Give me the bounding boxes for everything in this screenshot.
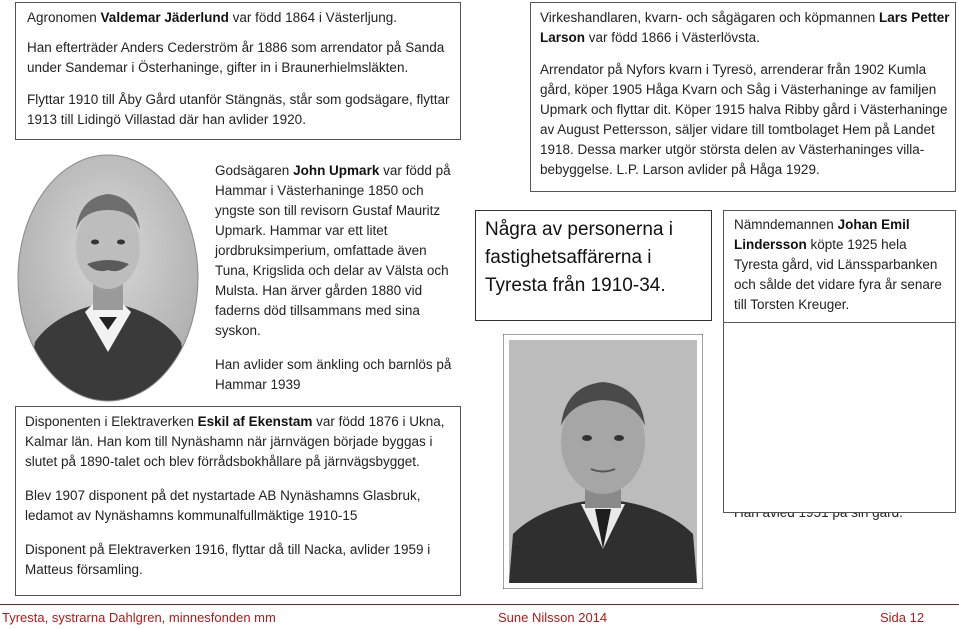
ekenstam-p1: Disponenten i Elektraverken Eskil af Ekenstam var född 1876 i Ukna, Kalmar län. Han kom till Nynäshamn när järnvägen började byggas i slutet på 1890-talet och blev förrådsbokhållare på järnvägsbygget.	[25, 414, 445, 469]
upmark-text	[215, 161, 455, 395]
footer-center: Sune Nilsson 2014	[498, 610, 608, 625]
footer-left: Tyresta, systrarna Dahlgren, minnesfonden mm	[2, 610, 276, 625]
john-upmark-portrait	[15, 152, 201, 404]
footer-right: Sida 12	[880, 610, 925, 625]
jaderlund-intro: Agronomen Valdemar Jäderlund var född 1864 i Västerljung.	[27, 10, 397, 25]
page-footer	[0, 604, 959, 629]
lindersson-p1: Nämndemannen Johan Emil Lindersson köpte 1925 hela Tyresta gård, vid Länssparbanken och sålde det vidare fyra år senare till Torsten Kreuger.	[734, 217, 942, 312]
lindersson-box-lower	[723, 323, 956, 513]
jaderlund-text	[27, 8, 452, 130]
larson-text	[540, 8, 950, 180]
portrait-photo	[503, 334, 703, 589]
larson-p2: Arrendator på Nyfors kvarn i Tyresö, arrenderar från 1902 Kumla gård, köper 1905 Håga Kvarn och Såg i Västerhaninge av familjen Upmark och flyttar dit. Köper 1915 halva Ribby gård i Västerhaninge av August Pettersson, säljer vidare till tomtbolaget Hem på Landet 1918. Dessa marker utgör största delen av Västerhaninges villa-bebyggelse. L.P. Larson avlider på Håga 1929.	[540, 62, 948, 177]
upmark-p1: Godsägaren John Upmark var född på Hammar i Västerhaninge 1850 och yngste son till revisorn Gustaf Mauritz Upmark. Hammar var ett litet jordbruksimperium, omfattade även Tuna, Krigslida och delar av Välsta och Mulsta. Han ärver gården 1880 vid faderns död tillsammans med sina syskon.	[215, 163, 451, 338]
ekenstam-p3: Disponent på Elektraverken 1916, flyttar då till Nacka, avlider 1959 i Matteus församling.	[25, 542, 431, 577]
jaderlund-p2: Han efterträder Anders Cederström år 1886 som arrendator på Sanda under Sandemar i Österhaninge, gifter in i Braunerhielmsläkten.	[27, 40, 445, 75]
page-headline: Några av personerna i fastighetsaffärerna i Tyresta från 1910-34.	[485, 219, 673, 296]
jaderlund-p3: Flyttar 1910 till Åby Gård utanför Stängnäs, står som godsägare, flyttar 1913 till Lidingö Villastad där han avlider 1920.	[27, 92, 450, 127]
upmark-p2: Han avlider som änkling och barnlös på Hammar 1939	[215, 357, 452, 392]
ekenstam-text	[25, 412, 455, 580]
ekenstam-p2: Blev 1907 disponent på det nystartade AB Nynäshamns Glasbruk, ledamot av Nynäshamns kommunalfullmäktige 1910-15	[25, 488, 421, 523]
larson-p1: Virkeshandlaren, kvarn- och sågägaren och köpmannen Lars Petter Larson var född 1866 i Västerlövsta.	[540, 10, 950, 45]
